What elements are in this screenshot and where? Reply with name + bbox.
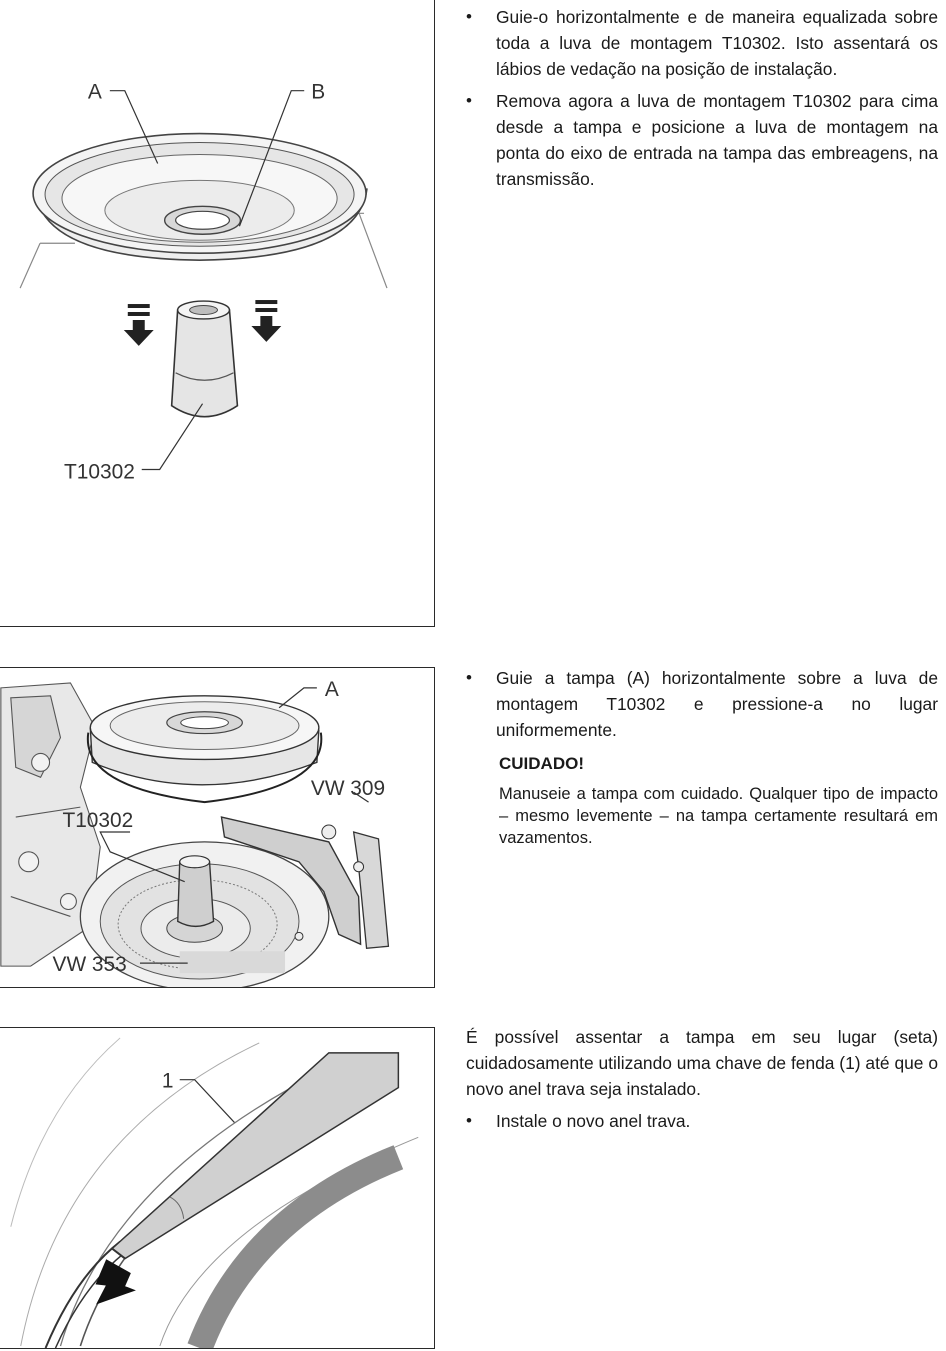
label-1: 1 — [161, 1069, 174, 1093]
press-cover-illustration — [0, 668, 434, 987]
list-item: • Guie a tampa (A) horizontalmente sobre a luva de montagem T10302 e pressione-a no lugar uniformemente. — [466, 665, 938, 743]
cover-dish — [90, 696, 319, 785]
list-item: • Instale o novo anel trava. — [466, 1108, 938, 1134]
figure-cover-on-sleeve — [0, 0, 435, 627]
mounting-sleeve — [178, 856, 214, 927]
caution-box — [499, 751, 938, 849]
down-arrow-icon — [124, 304, 154, 346]
down-arrow-icon — [251, 300, 281, 342]
vw353-plate — [180, 951, 285, 973]
screwdriver-illustration — [0, 1028, 434, 1348]
cover-sleeve-illustration — [0, 0, 434, 626]
label-tool: T10302 — [62, 809, 134, 833]
label-a: A — [87, 80, 102, 104]
label-vw353: VW 353 — [52, 953, 127, 977]
label-vw309: VW 309 — [310, 777, 386, 801]
label-b: B — [311, 80, 326, 104]
caution-title: CUIDADO! — [499, 754, 584, 773]
bullet-list — [466, 4, 938, 192]
bullet-list — [466, 665, 938, 743]
caution-body: Manuseie a tampa com cuidado. Qualquer tipo de impacto – mesmo levemente – na tampa certamente resultará em vazamentos. — [499, 785, 938, 847]
section3-text — [466, 1024, 938, 1140]
figure-press-cover — [0, 667, 435, 988]
section1-text — [466, 4, 938, 198]
screwdriver — [112, 1053, 398, 1259]
paragraph: É possível assentar a tampa em seu lugar (seta) cuidadosamente utilizando uma chave de fenda (1) até que o novo anel trava seja instalado. — [466, 1027, 938, 1099]
list-item: • Guie-o horizontalmente e de maneira equalizada sobre toda a luva de montagem T10302. Isto assentará os lábios de vedação na posição de instalação. — [466, 4, 938, 82]
label-a: A — [324, 677, 339, 701]
bullet-list — [466, 1108, 938, 1134]
section2-text — [466, 665, 938, 849]
label-tool: T10302 — [63, 460, 135, 484]
list-item: • Remova agora a luva de montagem T10302 para cima desde a tampa e posicione a luva de montagem na ponta do eixo de entrada na tampa das embreagens, na transmissão. — [466, 88, 938, 192]
cover-dish — [33, 134, 367, 261]
figure-screwdriver — [0, 1027, 435, 1349]
mounting-sleeve — [172, 301, 238, 417]
